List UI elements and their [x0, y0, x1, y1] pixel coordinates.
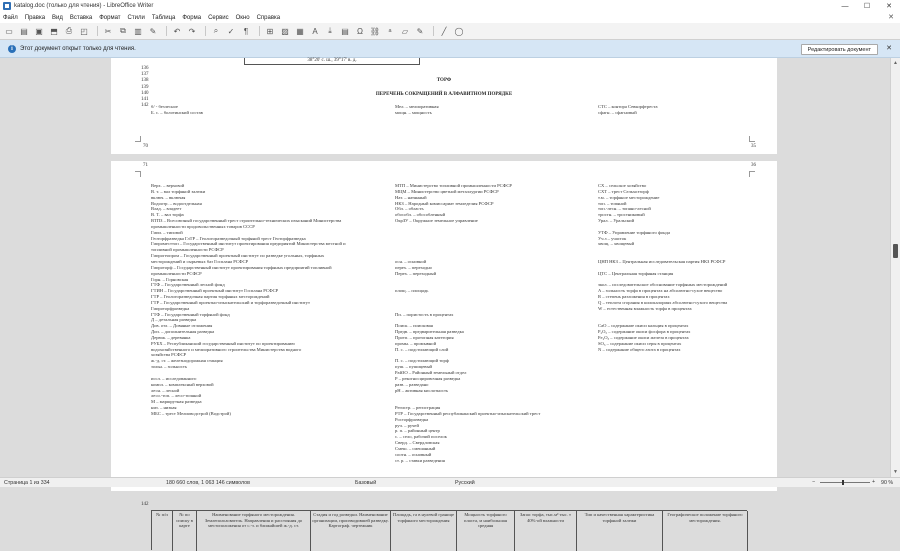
- table-header-cell: Запас торфа, тыс.м³ тыс. т 40%-ой влажности: [515, 511, 577, 551]
- abbreviation-entry: SO₃ – содержание окиси серы в процентах: [598, 340, 682, 346]
- abbreviation-entry: Д – детальная разведка: [151, 317, 197, 323]
- close-window-button[interactable]: ✕: [886, 3, 892, 10]
- zoom-slider-handle[interactable]: [842, 480, 844, 485]
- abbreviation-entry: осн. – основной: [395, 258, 427, 264]
- table-header-cell: Наименование торфяного месторождения. Землепользователь. Направления и расстояния до местоположения от с.-з. и ближайшей ж.-д. ст.: [197, 511, 311, 551]
- abbreviation-entry: СТС – контора Севкорфтреста: [598, 104, 658, 109]
- toolbar-separator: [433, 26, 434, 36]
- line-number: 137: [141, 72, 149, 78]
- close-document-icon[interactable]: ✕: [888, 14, 894, 21]
- undo-icon[interactable]: ↶: [173, 26, 181, 36]
- table-header-cell: Площадь, га в нулевой границе торфяного месторождения: [391, 511, 457, 551]
- abbreviation-entry: лесо.-топ. – лесо-топяной: [151, 393, 202, 399]
- catalog-table-header: [151, 510, 747, 550]
- table-header-cell: Тип и качественная характеристика торфяной залежи: [577, 511, 663, 551]
- abbreviation-entry: Смеш. – смешанный: [395, 445, 436, 451]
- abbreviation-entry: ст. р. – ставки разведения: [395, 457, 445, 463]
- abbreviation-entry: Влад. – владеет: [151, 206, 182, 212]
- heading-peat: ТОРФ: [436, 78, 452, 83]
- track-changes-icon[interactable]: ✎: [416, 26, 424, 36]
- line-number: 142: [141, 103, 149, 109]
- menu-window[interactable]: Окно: [235, 14, 250, 21]
- readonly-message: Этот документ открыт только для чтения.: [20, 45, 136, 52]
- abbreviation-entry: топ. – топяной: [598, 200, 627, 206]
- clone-formatting-icon[interactable]: ✎: [149, 26, 157, 36]
- abbreviation-entry: Fe₂O₃ – содержание окиси железа в процентах: [598, 334, 689, 340]
- abbreviation-entry: ЦНП НКЗ – Центральная исследовательская партия НКЗ РСФСР: [598, 258, 726, 264]
- abbreviation-entry: РУБХ – Республиканский государственный институт по проектированию: [151, 340, 295, 346]
- abbreviation-entry: лесн. – лесной: [151, 387, 180, 393]
- abbreviation-entry: т.м. – торфяное месторождение: [598, 194, 660, 200]
- edit-document-button[interactable]: Редактировать документ: [801, 44, 878, 55]
- line-number: 139: [141, 84, 149, 90]
- abbreviation-entry: разв. – разведано: [395, 381, 429, 387]
- footnote-icon[interactable]: ᵃ: [388, 26, 392, 36]
- abbreviation-entry: сфагн. – сфагновый: [598, 109, 637, 115]
- abbreviation-entry: Дов. отл. – Довяные отложения: [151, 323, 213, 329]
- abbreviation-entry: Б. с. – болотинский состав: [151, 109, 203, 115]
- abbreviation-entry: топливной промышленности РСФСР: [151, 247, 224, 253]
- export-pdf-icon[interactable]: ⬒: [50, 26, 58, 36]
- abbreviation-entry: Горн. – Горновская: [151, 276, 189, 282]
- toolbar-separator: [166, 26, 167, 36]
- heading-abbreviations: ПЕРЕЧЕНЬ СОКРАЩЕНИЙ В АЛФАВИТНОМ ПОРЯДКЕ: [375, 92, 513, 97]
- redo-icon[interactable]: ↷: [188, 26, 196, 36]
- abbreviation-entry: pH – активная кислотность: [395, 387, 449, 393]
- abbreviation-entry: перех. – переходно: [395, 264, 432, 270]
- abbreviation-entry: Q – теплота сгорания в килокалориях абсолютно-сухого вещества: [598, 299, 728, 305]
- abbreviation-entry: мощн. – мощность: [395, 109, 432, 115]
- abbreviation-entry: Гипрогеопром – Государственный проектный институт по разведке угольных, торфяных: [151, 253, 325, 259]
- abbreviation-entry: Уч.з – участок: [598, 235, 627, 241]
- table-header-cell: Стадия и год разведки. Наименование организации, производившей разведку. Картограф. чертежник: [311, 511, 391, 551]
- p2-abbrev-col-2: [395, 183, 595, 464]
- abbreviation-entry: Доп. – дополнительная разведка: [151, 329, 215, 335]
- window-controls: [834, 0, 900, 12]
- close-infobar-icon[interactable]: ✕: [886, 45, 892, 52]
- window-title: katalog.doc (только для чтения) - LibreOffice Writer: [14, 3, 154, 9]
- abbreviation-entry: ГТР – Государственный проектно-изыскательский и торфоразведочный институт: [151, 299, 310, 305]
- toolbar-separator: [97, 26, 98, 36]
- insert-special-char-icon[interactable]: Ω: [357, 26, 363, 36]
- menu-tools[interactable]: Сервис: [208, 14, 229, 21]
- abbreviation-entry: зольн. – зольность: [151, 364, 188, 370]
- abbreviation-entry: Сверд. – Свердловская: [395, 440, 440, 446]
- p2-abbrev-col-1: [151, 183, 383, 417]
- abbreviation-entry: Гипи. – типовой: [151, 229, 183, 235]
- insert-image-icon[interactable]: ▨: [281, 26, 289, 36]
- abbreviation-entry: СХ – сельское хозяйство: [598, 183, 647, 188]
- abbreviation-entry: промышленности продовольственных товаров СССР: [151, 223, 255, 229]
- abbreviation-entry: площ. – площадь: [395, 288, 429, 294]
- find-replace-icon[interactable]: ⌕: [213, 26, 219, 35]
- page-count[interactable]: Страница 1 из 334: [4, 480, 50, 486]
- comment-icon[interactable]: ▱: [401, 26, 409, 36]
- abbreviation-entry: Обл. – область: [395, 206, 424, 212]
- abbreviation-entry: обособл. – обособленный: [395, 212, 446, 218]
- abbreviation-entry: P₂O₅ – содержание окиси фосфора в процентах: [598, 329, 691, 335]
- page-corner-mark: [749, 136, 755, 142]
- menu-edit[interactable]: Правка: [24, 14, 46, 21]
- draw-line-icon[interactable]: ╱: [441, 26, 447, 36]
- abbreviation-entry: промышленности РСФСР: [151, 270, 202, 276]
- line-number: 140: [141, 90, 149, 96]
- abbreviation-entry: руч. – ручей: [395, 422, 419, 428]
- table-header-cell: Мощность торфяного пласта, м наибольшая средняя: [457, 511, 515, 551]
- copy-icon[interactable]: ⧉: [120, 26, 126, 35]
- info-icon: i: [8, 45, 16, 53]
- abbreviation-entry: Нат. – натянный: [395, 194, 427, 200]
- new-document-icon[interactable]: ▭: [5, 26, 13, 36]
- abbreviation-entry: Росторфразведка: [395, 416, 429, 422]
- formatting-marks-icon[interactable]: ¶: [243, 26, 249, 36]
- abbreviation-entry: промы. – промывной: [395, 340, 437, 346]
- abbreviation-entry: компл. – комплексный верховой: [151, 381, 214, 387]
- minimize-button[interactable]: —: [841, 2, 849, 10]
- abbreviation-entry: N – содержание общего азота в процентах: [598, 346, 681, 352]
- abbreviation-entry: УТФ – Управление торфяного фонда: [598, 229, 671, 235]
- page-2: [111, 161, 777, 528]
- page-header-left: 71: [143, 163, 148, 168]
- toolbar-separator: [205, 26, 206, 36]
- abbreviation-entry: Протп. – протопная категория: [395, 334, 454, 340]
- insert-table-icon[interactable]: ⊞: [266, 26, 274, 36]
- insert-field-icon[interactable]: ▤: [341, 26, 349, 36]
- abbreviation-entry: Мел. – мелиоративная: [395, 104, 439, 109]
- table-cell-coordinates: 38°20' с. ш., 39°17' в. д.: [244, 58, 420, 65]
- hyperlink-icon[interactable]: ⛓: [369, 26, 381, 36]
- abbreviation-entry: Регистр. – регистрация: [395, 405, 441, 411]
- abbreviation-entry: Предв. – предварительная разведка: [395, 329, 464, 335]
- page-number-left: 70: [143, 144, 148, 149]
- zoom-slider[interactable]: [820, 482, 870, 483]
- line-number: 136: [141, 66, 149, 71]
- table-header-cell: № по списку в карте: [173, 511, 197, 551]
- table-header-cell: № п/п: [152, 511, 173, 551]
- abbreviation-entry: Пп. – пористость в процентах: [395, 311, 454, 317]
- readonly-infobar: [0, 40, 900, 58]
- menu-view[interactable]: Вид: [52, 14, 63, 21]
- basic-shapes-icon[interactable]: ◯: [454, 26, 464, 36]
- abbreviation-entry: ж.-д. ст. – железнодорожная станция: [151, 358, 223, 364]
- abbreviation-entry: Гипроместтоп – Государственный институт проектирования предприятий Министерства местной и: [151, 241, 346, 247]
- abbreviation-entry: A – зольность торфа в процентах на абсолютно-сухое вещество: [598, 288, 723, 294]
- word-count[interactable]: 180 660 слов, 1 063 146 символов: [166, 480, 250, 486]
- abbreviation-entry: В. Т. – вал торфа: [151, 212, 184, 218]
- abbreviation-entry: тростн. – тростниковый: [598, 212, 645, 218]
- menu-insert[interactable]: Вставка: [69, 14, 93, 21]
- menu-bar: [0, 12, 900, 23]
- table-header-cell: Географическое положение торфяного месторождения.: [663, 511, 748, 551]
- p1-abbrev-col-2: [395, 104, 595, 116]
- abbreviation-entry: хвощ. – хвощевый: [598, 241, 635, 247]
- line-number-142: 142: [141, 502, 149, 507]
- p1-abbrev-col-3: [598, 104, 768, 116]
- scroll-down-icon[interactable]: ▼: [893, 469, 898, 475]
- abbreviation-entry: РТР – Государственный республиканский проектно-изыскательский трест: [395, 410, 541, 416]
- title-bar: [0, 0, 900, 12]
- abbreviation-entry: CaO – содержание окиси кальция в процентах: [598, 323, 689, 329]
- abbreviation-entry: ВТПЗ – Всесоюзный государственный трест строительно-технических изысканий Министерства: [151, 218, 342, 224]
- p2-abbrev-col-3: [598, 183, 770, 352]
- page-style[interactable]: Базовый: [355, 480, 377, 486]
- standard-toolbar: [0, 23, 900, 40]
- maximize-button[interactable]: ☐: [863, 3, 871, 10]
- abbreviation-entry: экол. – исследовательское обоснование торфяных месторождений: [598, 282, 728, 288]
- abbreviation-entry: б/ - безлесное: [151, 104, 178, 109]
- abbreviation-entry: ГТФ – Государственный торфяной фонд: [151, 311, 230, 317]
- abbreviation-entry: РайЗО – Районный земельный отдел: [395, 370, 467, 375]
- menu-form[interactable]: Форма: [182, 14, 202, 21]
- line-number: 138: [141, 78, 149, 84]
- abbreviation-entry: МЦМ – Министерство цветной металлургии РСФСР: [395, 188, 499, 194]
- abbreviation-entry: хозяйства РСФСР: [151, 352, 187, 358]
- abbreviation-entry: Гипроторф – Государственный институт проектирования торфяных предприятий топливной: [151, 264, 332, 270]
- writer-app-icon: [3, 2, 11, 10]
- scroll-up-icon[interactable]: ▲: [893, 60, 898, 66]
- abbreviation-entry: иссл. – исследованного: [151, 375, 197, 381]
- abbreviation-entry: Урал. – Уральский: [598, 218, 635, 224]
- abbreviation-entry: Геоторфразведка ГлТР – Геологоразведочный торфяной трест Геоторфразведка: [151, 235, 306, 241]
- abbreviation-entry: Поиск. – поисковая: [395, 323, 433, 329]
- abbreviation-entry: ГТИН – Государственный проектный институт Госплана РСФСР: [151, 288, 279, 294]
- menu-table[interactable]: Таблица: [151, 14, 176, 21]
- abbreviation-entry: водохозяйственного и мелиоративного строительства Министерства водного: [151, 346, 302, 352]
- line-numbers: [141, 66, 149, 109]
- abbreviation-entry: ОкрЗУ – Окружное земельное управление: [395, 218, 478, 224]
- abbreviation-entry: низ. – низкая: [151, 405, 177, 411]
- page-1: [111, 58, 777, 154]
- abbreviation-entry: МБС – трест Мелиоводстрой (Водстрой): [151, 410, 231, 416]
- document-language[interactable]: Русский: [455, 480, 475, 486]
- abbreviation-entry: с. – село, рабочий поселок: [395, 434, 447, 440]
- abbreviation-entry: НКЗ – Народный комиссариат земледелия РСФСР: [395, 200, 494, 206]
- insert-textbox-icon[interactable]: A: [312, 26, 318, 36]
- cut-icon[interactable]: ✂: [104, 26, 112, 36]
- abbreviation-entry: ГТР – Геологоразведочная партия торфяных месторождений: [151, 294, 270, 300]
- zoom-level[interactable]: 90 %: [881, 480, 894, 486]
- menu-file[interactable]: Файл: [3, 14, 18, 21]
- open-folder-icon[interactable]: ▤: [20, 26, 28, 36]
- save-icon[interactable]: ▣: [35, 26, 43, 36]
- vertical-scrollbar[interactable]: [890, 58, 900, 477]
- page-corner-mark: [749, 171, 755, 177]
- abbreviation-entry: Дерюж. – деревянка: [151, 334, 191, 340]
- status-bar: [0, 477, 900, 487]
- menu-styles[interactable]: Стили: [127, 14, 145, 21]
- p1-abbrev-col-1: [151, 104, 351, 116]
- abbreviation-entry: МТП – Министерство топливной промышленности РСФСР: [395, 183, 512, 188]
- insert-page-break-icon[interactable]: ⤓: [328, 26, 332, 35]
- menu-help[interactable]: Справка: [256, 14, 281, 21]
- print-icon[interactable]: ⎙: [65, 26, 73, 35]
- abbreviation-entry: В. т. – вал торфяной залежи: [151, 188, 206, 194]
- abbreviation-entry: включ. – включая: [151, 194, 186, 200]
- abbreviation-entry: R – степень разложения в процентах: [598, 294, 670, 300]
- toolbar-separator: [259, 26, 260, 36]
- page-corner-mark: [135, 171, 141, 177]
- zoom-out-icon[interactable]: −: [812, 479, 816, 485]
- page-header-right: 36: [751, 163, 756, 168]
- zoom-in-icon[interactable]: +: [872, 479, 876, 485]
- abbreviation-entry: топ.-лесн. – топяно-лесной: [598, 206, 651, 212]
- page-corner-mark: [135, 136, 141, 142]
- abbreviation-entry: П. с. – подстилающий торф: [395, 358, 449, 364]
- abbreviation-entry: соотн. – основный: [395, 451, 432, 457]
- print-preview-icon[interactable]: ◰: [80, 26, 88, 36]
- abbreviation-entry: ГТФ – Государственный лесной фонд: [151, 282, 225, 288]
- abbreviation-entry: М – маршрутная разведка: [151, 399, 202, 405]
- abbreviation-entry: Верх. – верховой: [151, 183, 185, 188]
- paste-icon[interactable]: ▥: [134, 26, 142, 36]
- menu-format[interactable]: Формат: [99, 14, 121, 21]
- abbreviation-entry: р. п. – районный центр: [395, 428, 440, 434]
- abbreviation-entry: СХТ – трест Сельхозторф: [598, 188, 649, 194]
- abbreviation-entry: Гипроторфразведка: [151, 305, 190, 311]
- abbreviation-entry: Перех. – переходный: [395, 270, 437, 276]
- abbreviation-entry: пуш. – пушицевый: [395, 364, 432, 370]
- abbreviation-entry: Р – рекогносцировочная разведка: [395, 375, 461, 381]
- abbreviation-entry: месторождений и сырьевых баз Госплана РСФСР: [151, 258, 249, 264]
- insert-chart-icon[interactable]: ▦: [296, 26, 304, 36]
- abbreviation-entry: ЦТС – Центральная торфяная станция: [598, 270, 674, 276]
- abbreviation-entry: Водоотр. – водоотдельная: [151, 200, 202, 206]
- abbreviation-entry: W – естественная влажность торфа в процентах: [598, 305, 692, 311]
- line-number: 141: [141, 97, 149, 103]
- abbreviation-entry: П. с. – подстилающий слой: [395, 346, 449, 352]
- page-number-right: 35: [751, 144, 756, 149]
- spelling-icon[interactable]: ✓: [227, 26, 235, 36]
- scrollbar-thumb[interactable]: [893, 244, 898, 258]
